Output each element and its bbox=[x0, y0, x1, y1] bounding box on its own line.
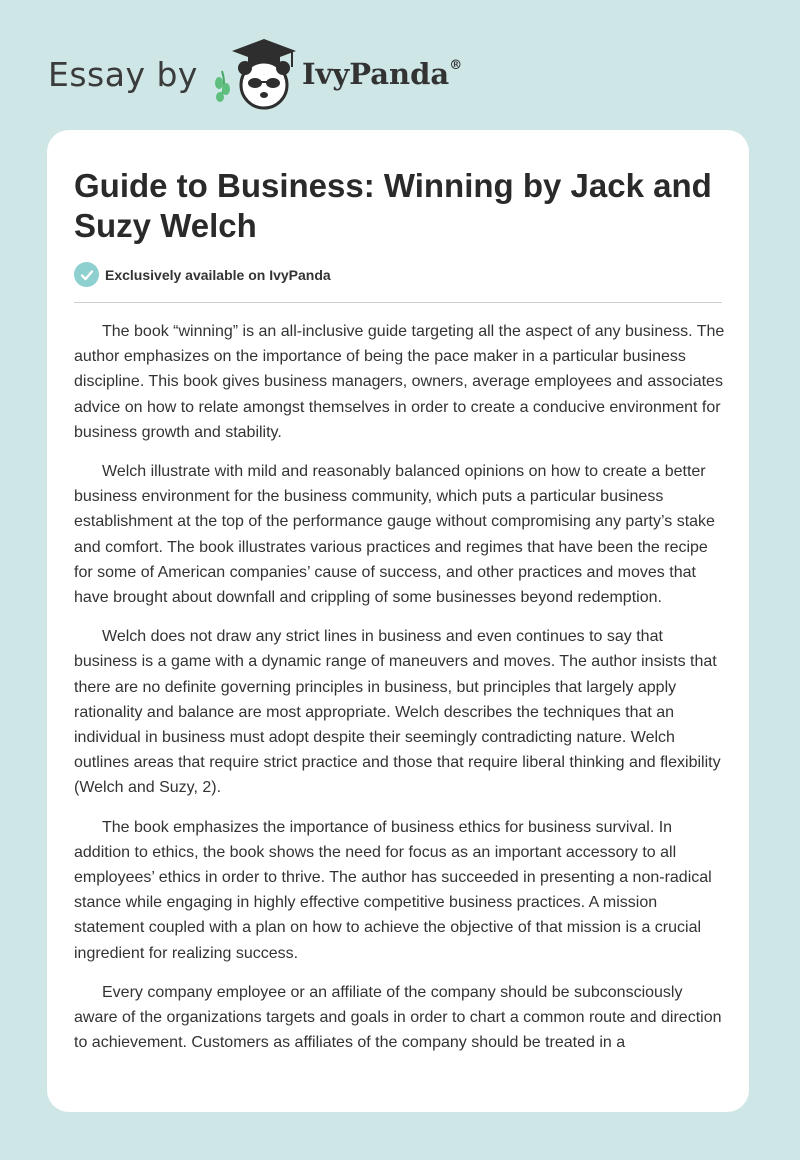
paragraph: Welch illustrate with mild and reasonably balanced opinions on how to create a better business environment for the business community, which puts a particular business establishment at the top of the performance gauge without compromising any party’s stake and comfort. The book illustrates various practices and regimes that have been the recipe for some of American companies’ cause of success, and other practices and moves that have brought about downfall and crippling of some businesses beyond redemption. bbox=[74, 463, 715, 607]
essay-by-label: Essay by bbox=[48, 54, 198, 94]
paragraph: Every company employee or an affiliate of the company should be subconsciously aware of the organizations targets and goals in order to chart a common route and direction to achievement. Customers as affiliates of the company should be treated in a bbox=[74, 983, 722, 1052]
brand-name[interactable] bbox=[302, 57, 462, 91]
paragraph: Welch does not draw any strict lines in business and even continues to say that business is a game with a dynamic range of maneuvers and moves. The author insists that there are no definite governing principles in business, but principles that largely apply rationality and balance are most appropriate. Welch describes the techniques that an individual in business must adopt despite their seemingly contradicting nature. Welch outlines areas that require strict practice and those that require liberal thinking and flexibility (Welch and Suzy, 2). bbox=[74, 628, 721, 797]
essay-card bbox=[47, 130, 749, 1112]
page-title: Guide to Business: Winning by Jack and Suzy Welch bbox=[74, 167, 712, 244]
site-header bbox=[48, 34, 462, 114]
paragraph: The book “winning” is an all-inclusive guide targeting all the aspect of any business. The author emphasizes on the importance of being the pace maker in a particular business discipline. This book gives business managers, owners, average employees and associates advice on how to relate amongst themselves in order to create a conducive environment for business growth and stability. bbox=[74, 323, 725, 441]
trademark-symbol: ® bbox=[449, 58, 463, 74]
divider bbox=[74, 302, 722, 303]
brand-text: IvyPanda bbox=[301, 57, 450, 91]
checkmark-icon bbox=[74, 262, 99, 287]
exclusive-badge bbox=[74, 262, 331, 287]
ivypanda-logo-icon[interactable] bbox=[212, 37, 300, 111]
paragraph: The book emphasizes the importance of business ethics for business survival. In addition to ethics, the book shows the need for focus as an important accessory to all employees’ ethics in order to thrive. The author has succeeded in presenting a non-radical stance while engaging in highly effective competitive business practices. A mission statement coupled with a plan on how to achieve the objective of that mission is a crucial ingredient for realizing success. bbox=[74, 818, 712, 962]
badge-label: Exclusively available on IvyPanda bbox=[105, 266, 331, 283]
essay-body bbox=[74, 319, 726, 1069]
